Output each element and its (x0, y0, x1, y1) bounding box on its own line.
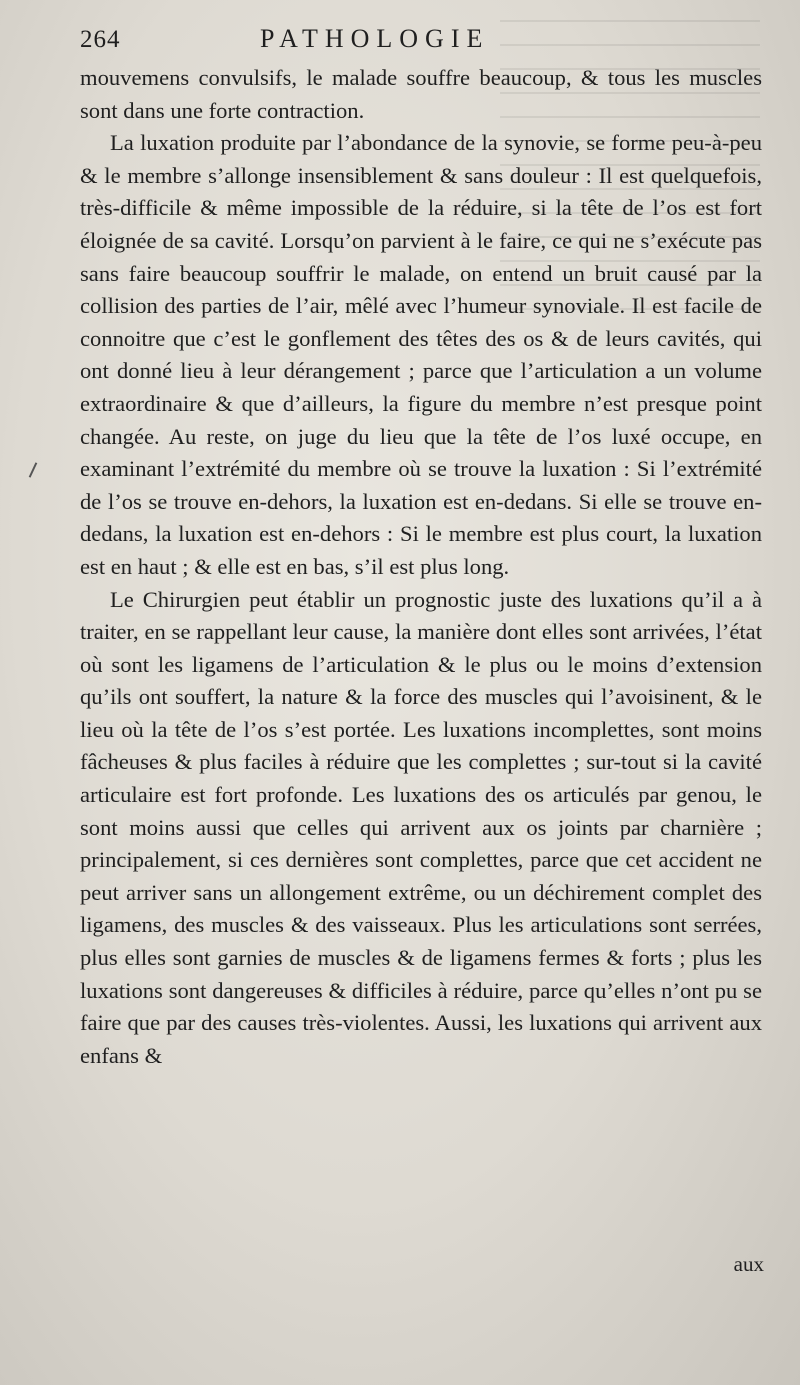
paragraph: Le Chirurgien peut établir un prognostic juste des luxations qu’il a à traiter, en se rappellant leur cause, la manière dont elles sont arrivées, l’état où sont les ligamens de l’articulation & le plus ou le moins d’extension qu’ils ont souffert, la nature & la force des muscles qui l’avoisinent, & le lieu où la tête de l’os s’est portée. Les luxations incomplettes, sont moins fâcheuses & plus faciles à réduire que les complettes ; sur-tout si la cavité articulaire est fort profonde. Les luxations des os articulés par genou, le sont moins aussi que celles qui arrivent aux os joints par charnière ; principalement, si ces dernières sont complettes, parce que cet accident ne peut arriver sans un allongement extrême, ou un déchirement complet des ligamens, des muscles & des vaisseaux. Plus les articulations sont serrées, plus elles sont garnies de muscles & de ligamens fermes & forts ; plus les luxations sont dangereuses & difficiles à réduire, parce qu’elles n’ont pu se faire que par des causes très-violentes. Aussi, les luxations qui arrivent aux enfans & (80, 586, 762, 1068)
paragraph: La luxation produite par l’abondance de la synovie, se forme peu-à-peu & le membre s’allonge insensiblement & sans douleur : Il est quelquefois, très-difficile & même impossible de la réduire, si la tête de l’os est fort éloignée de sa cavité. Lorsqu’on parvient à le faire, ce qui ne s’exécute pas sans faire beaucoup souffrir le malade, on entend un bruit causé par la collision des parties de l’air, mêlé avec l’humeur synoviale. Il est facile de connoitre que c’est le gonflement des têtes des os & de leurs cavités, qui ont donné lieu à leur dérangement ; parce que l’articulation a un volume extraordinaire & que d’ailleurs, la figure du membre n’est presque point changée. Au reste, on juge du lieu que la tête de l’os luxé occupe, en examinant l’extrémité du membre où se trouve la luxation : Si l’extrémité de l’os se trouve en-dehors, la luxation est en-dedans. Si elle se trouve en-dedans, la luxation est en-dehors : Si le membre est plus court, la luxation est en haut ; & elle est en bas, s’il est plus long. (80, 130, 762, 579)
page-number: 264 (80, 26, 121, 53)
paragraph: mouvemens convulsifs, le malade souffre beaucoup, & tous les muscles sont dans une forte contraction. (80, 65, 762, 123)
body-text (80, 62, 762, 1072)
catchword: aux (733, 1252, 764, 1276)
page-header (80, 22, 770, 58)
running-head: PATHOLOGIE (260, 24, 490, 53)
margin-pen-mark (29, 462, 38, 477)
